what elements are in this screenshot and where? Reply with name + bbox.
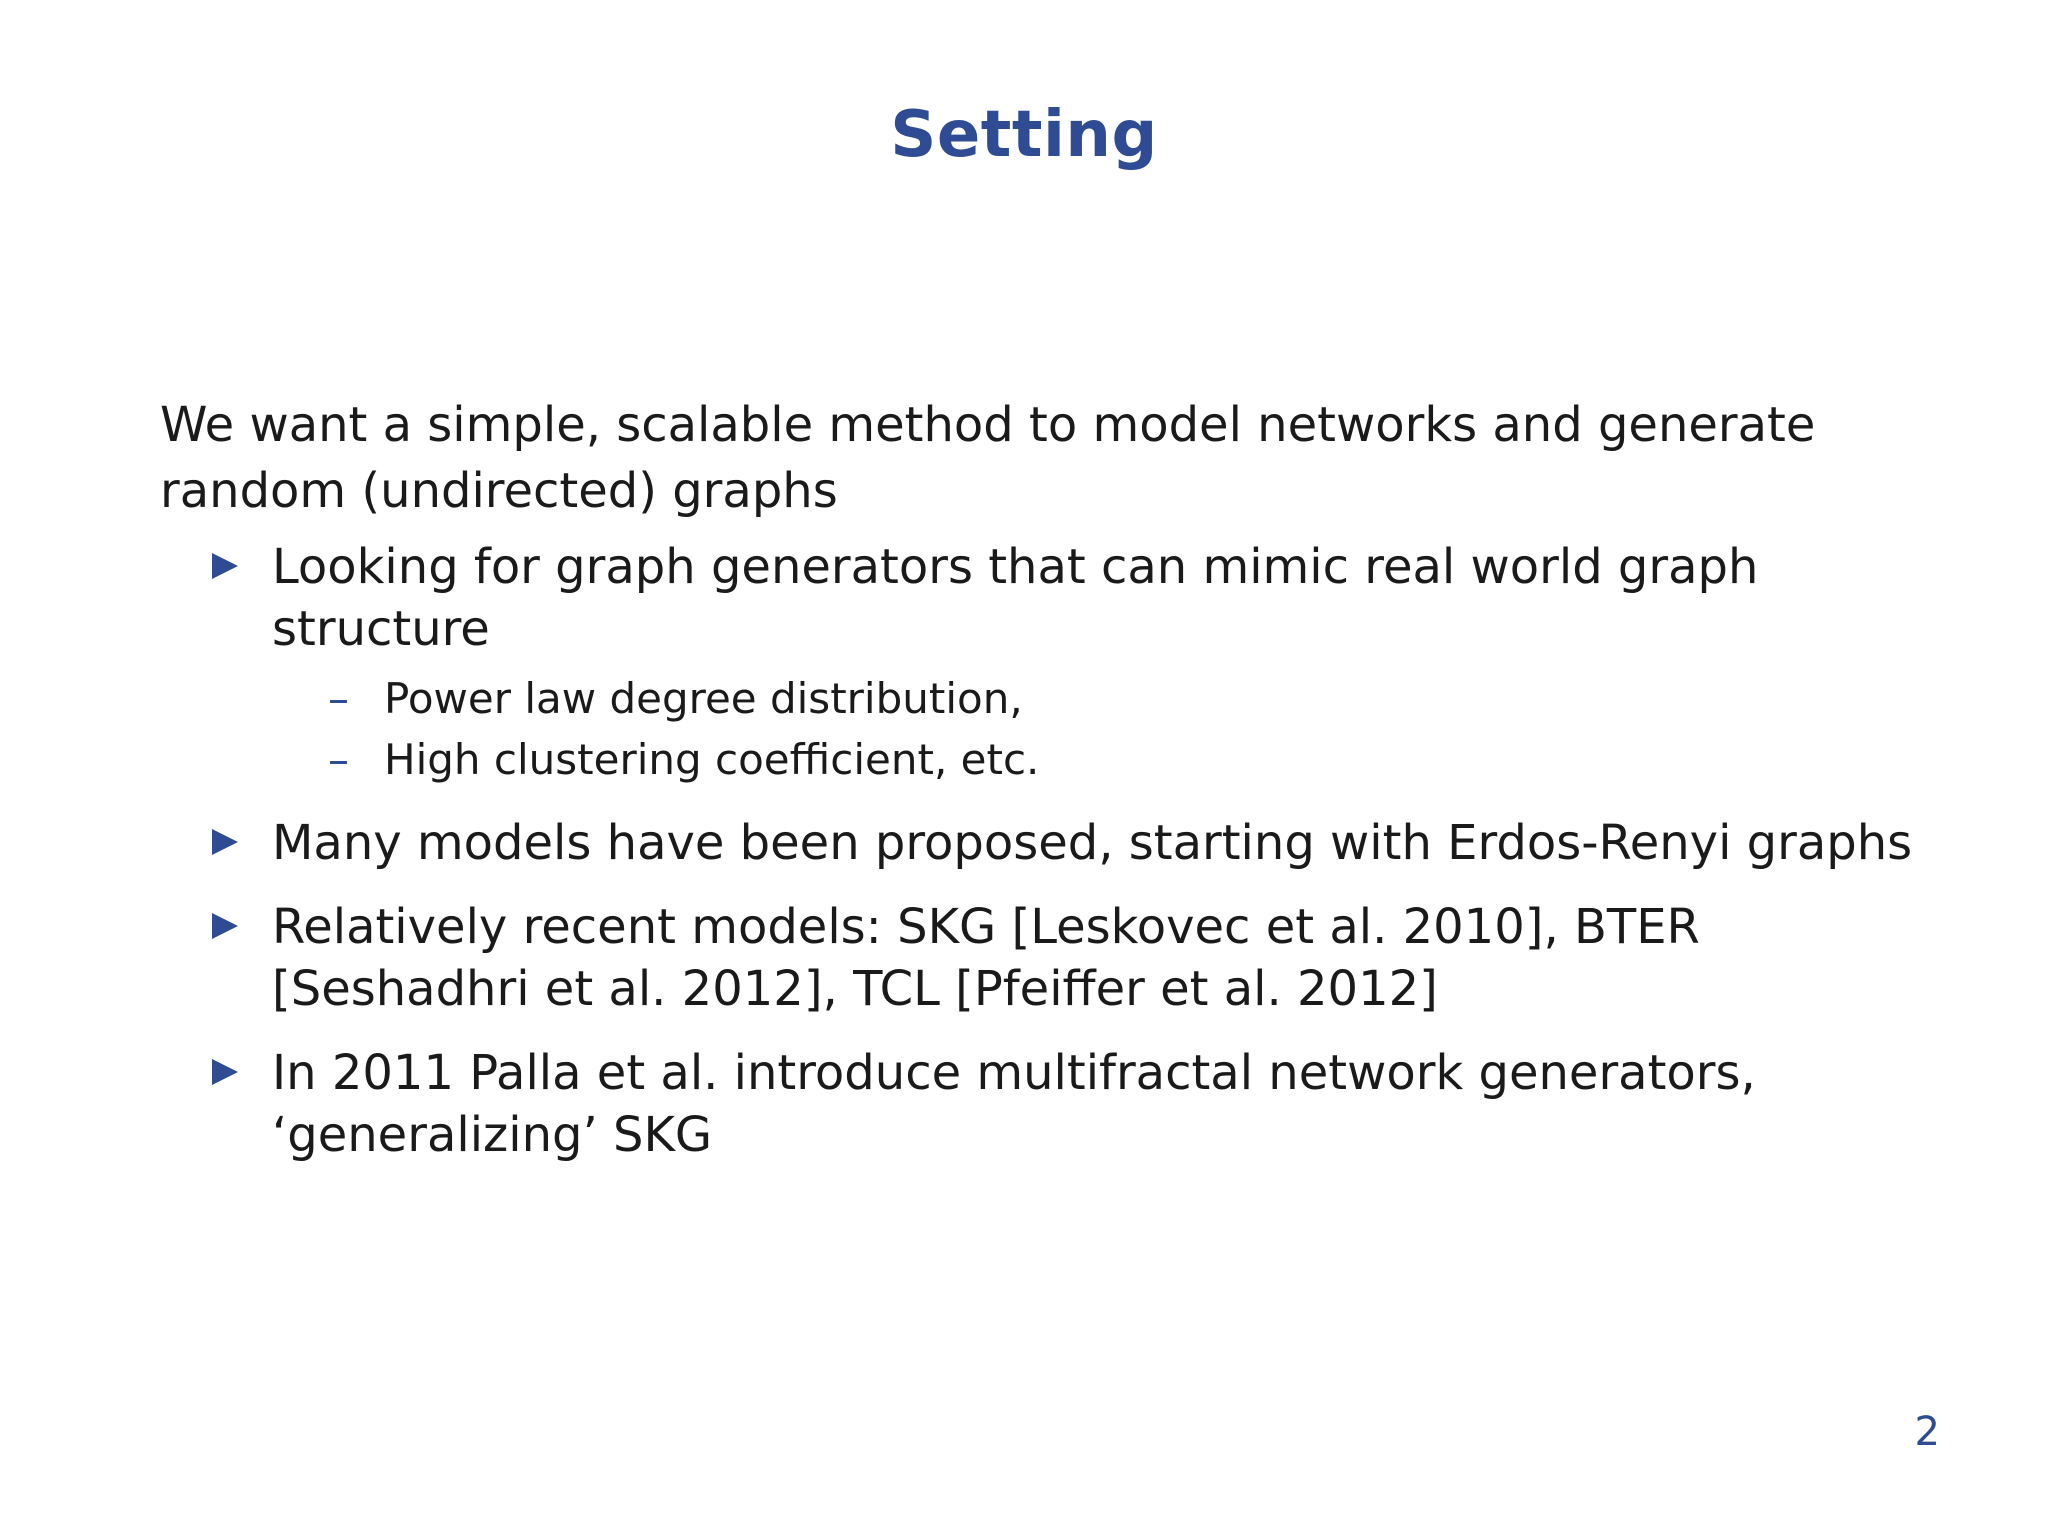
bullet-list [160,536,1920,1166]
triangle-right-icon [212,1059,238,1085]
triangle-right-icon [212,913,238,939]
sub-bullet-item [272,668,1920,729]
sub-bullet-text: High clustering coefficient, etc. [384,735,1040,784]
sub-bullet-list [272,668,1920,790]
bullet-text: In 2011 Palla et al. introduce multifractal network generators, ‘generalizing’ SKG [272,1045,1756,1163]
slide-content [160,392,1920,1188]
bullet-item [160,536,1920,790]
bullet-item [160,1042,1920,1166]
sub-bullet-text: Power law degree distribution, [384,674,1023,723]
bullet-text: Relatively recent models: SKG [Leskovec et al. 2010], BTER [Seshadhri et al. 2012], TCL [Pfeiffer et al. 2012] [272,899,1700,1017]
bullet-text: Many models have been proposed, starting with Erdos-Renyi graphs [272,815,1913,871]
bullet-item [160,896,1920,1020]
intro-text: We want a simple, scalable method to model networks and generate random (undirected) graphs [160,397,1816,519]
dash-icon: – [328,674,349,723]
dash-icon: – [328,735,349,784]
triangle-right-icon [212,553,238,579]
bullet-item [160,812,1920,874]
triangle-right-icon [212,829,238,855]
page-number: 2 [1914,1409,1940,1455]
slide-title: Setting [890,98,1158,172]
sub-bullet-item [272,729,1920,790]
bullet-text: Looking for graph generators that can mimic real world graph structure [272,539,1759,657]
